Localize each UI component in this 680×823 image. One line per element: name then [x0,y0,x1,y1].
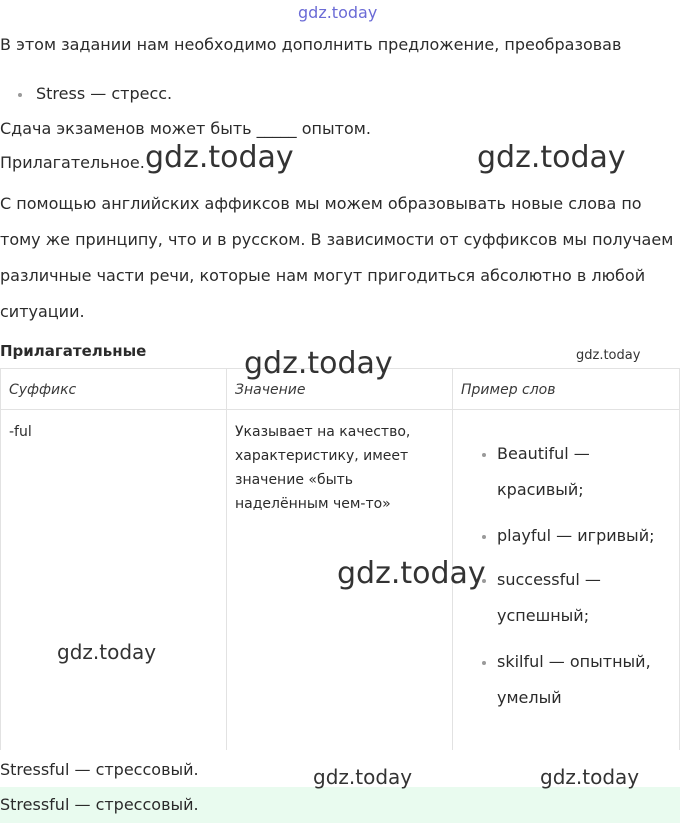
example-bullet-icon [482,661,486,665]
header-examples: Пример слов [461,382,556,398]
answer-text: Stressful — стрессовый. [0,795,199,814]
bullet-item: Stress — стресс. [36,84,173,103]
header-meaning: Значение [235,382,306,398]
example-item [497,644,677,716]
example-line: красивый; [497,480,584,499]
cell-meaning [235,420,410,516]
explanation-paragraph: С помощью английских аффиксов мы можем образовывать новые слова по тому же принципу, что и в русском. В зависимости от суффиксов мы получаем различные части речи, которые нам могут пригодиться абсолютно в любой ситуации. [0,194,674,321]
meaning-line: наделённым чем-то» [235,496,391,512]
cell-suffix: -ful [9,424,32,440]
example-item [497,518,677,554]
result-line: Stressful — стрессовый. [0,760,199,779]
table-border-left [0,368,1,750]
watermark: gdz.today [145,140,294,175]
table-col-divider-1 [226,368,227,750]
bullet-dot-icon [18,93,22,97]
table-header-divider [0,409,680,410]
example-line: умелый [497,688,562,707]
example-bullet-icon [482,535,486,539]
example-bullet-icon [482,453,486,457]
watermark: gdz.today [540,765,640,789]
intro-text: В этом задании нам необходимо дополнить предложение, преобразовав [0,35,622,54]
meaning-line: Указывает на качество, [235,424,411,440]
meaning-line: значение «быть [235,472,354,488]
watermark: gdz.today [298,3,378,22]
example-line: Beautiful — [497,444,590,463]
header-suffix: Суффикс [9,382,77,398]
example-line: skilful — опытный, [497,652,651,671]
watermark: gdz.today [313,765,413,789]
watermark: gdz.today [337,556,486,591]
table-heading: Прилагательные [0,342,147,360]
part-of-speech: Прилагательное. [0,153,145,172]
watermark: gdz.today [244,346,393,381]
watermark: gdz.today [576,348,641,363]
example-line: successful — [497,570,601,589]
watermark: gdz.today [477,140,626,175]
meaning-line: характеристику, имеет [235,448,409,464]
example-line: успешный; [497,606,590,625]
watermark: gdz.today [57,640,157,664]
example-item [497,562,677,634]
example-line: playful — игривый; [497,526,655,545]
task-sentence: Сдача экзаменов может быть _____ опытом. [0,119,371,138]
example-item [497,436,677,508]
